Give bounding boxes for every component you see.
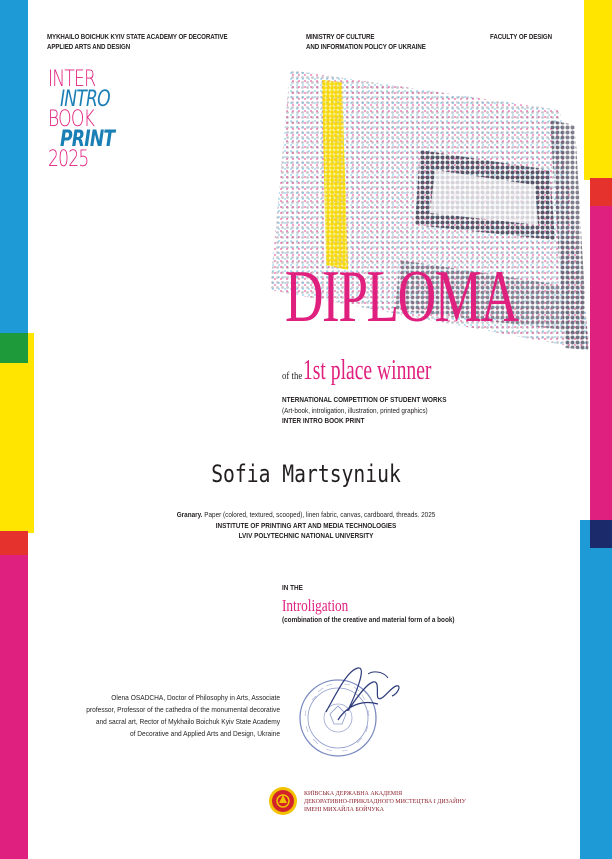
signatory-line3: and sacral art, Rector of Mykhailo Boichuk Kyiv State Academy (95, 717, 280, 726)
academy-footer (304, 790, 466, 814)
academy-emblem (268, 786, 298, 816)
left-bar-cyan (0, 0, 28, 335)
institute-line: INSTITUTE OF PRINTING ART AND MEDIA TECHNOLOGIES (215, 520, 397, 530)
signatory-block (40, 692, 280, 740)
logo-intro: INTRO (60, 87, 110, 112)
place-line (282, 355, 487, 387)
right-bar-cyan (580, 520, 612, 859)
signatory-line4: of Decorative and Applied Arts and Design, Ukraine (129, 729, 280, 738)
work-desc: Paper (colored, textured, scooped), linen fabric, canvas, cardboard, threads. 2025 (202, 510, 436, 519)
competition-line2: (Art-book, introligation, illustration, printed graphics) (282, 405, 428, 415)
signature (318, 660, 408, 730)
diploma-title: DIPLOMA (285, 256, 518, 338)
in-the-label: IN THE (282, 583, 303, 592)
competition-block (282, 395, 475, 427)
ministry-header (306, 33, 486, 53)
footer-line2: ДЕКОРАТИВНО-ПРИКЛАДНОГО МИСТЕЦТВА І ДИЗАЙНУ (304, 799, 466, 805)
logo-print: PRINT (60, 127, 115, 152)
competition-line1: NTERNATIONAL COMPETITION OF STUDENT WORKS (282, 395, 447, 404)
category-name: Introligation (282, 595, 349, 615)
left-bar-yellow (0, 333, 34, 533)
competition-line3: INTER INTRO BOOK PRINT (282, 416, 365, 425)
academy-header (47, 33, 267, 53)
footer-line1: КИЇВСЬКА ДЕРЖАВНА АКАДЕМІЯ (304, 791, 403, 797)
faculty-header: FACULTY OF DESIGN (490, 34, 552, 41)
footer-line3: ІМЕНІ МИХАЙЛА БОЙЧУКА (304, 807, 384, 813)
winner-name: Sofia Martsyniuk (211, 460, 401, 488)
of-the-text: of the (282, 370, 303, 382)
ministry-header-line1: MINISTRY OF CULTURE (306, 34, 375, 41)
signatory-line1: Olena OSADCHA, Doctor of Philosophy in Arts, Associate (111, 693, 281, 702)
left-bar-magenta (0, 555, 28, 859)
logo-inter: INTER (48, 67, 96, 92)
ministry-header-line2: AND INFORMATION POLICY OF UKRAINE (306, 44, 426, 51)
work-title: Granary. (176, 510, 203, 519)
work-line (46, 510, 566, 521)
university-line: LVIV POLYTECHNIC NATIONAL UNIVERSITY (238, 531, 374, 540)
academy-header-line1: MYKHAILO BOICHUK KYIV STATE ACADEMY OF DECORATIVE (47, 34, 228, 41)
place-text: 1st place winner (303, 355, 432, 386)
category-desc: (combination of the creative and material form of a book) (282, 614, 455, 624)
competition-logo (48, 67, 158, 250)
logo-book: BOOK (48, 107, 95, 132)
category-block (282, 583, 485, 625)
signatory-line2: professor, Professor of the cathedra of the monumental decorative (86, 705, 280, 714)
academy-header-line2: APPLIED ARTS AND DESIGN (47, 44, 131, 51)
work-block (0, 510, 612, 542)
left-bar-green-block (0, 333, 28, 363)
logo-year: 2025 (48, 147, 89, 172)
